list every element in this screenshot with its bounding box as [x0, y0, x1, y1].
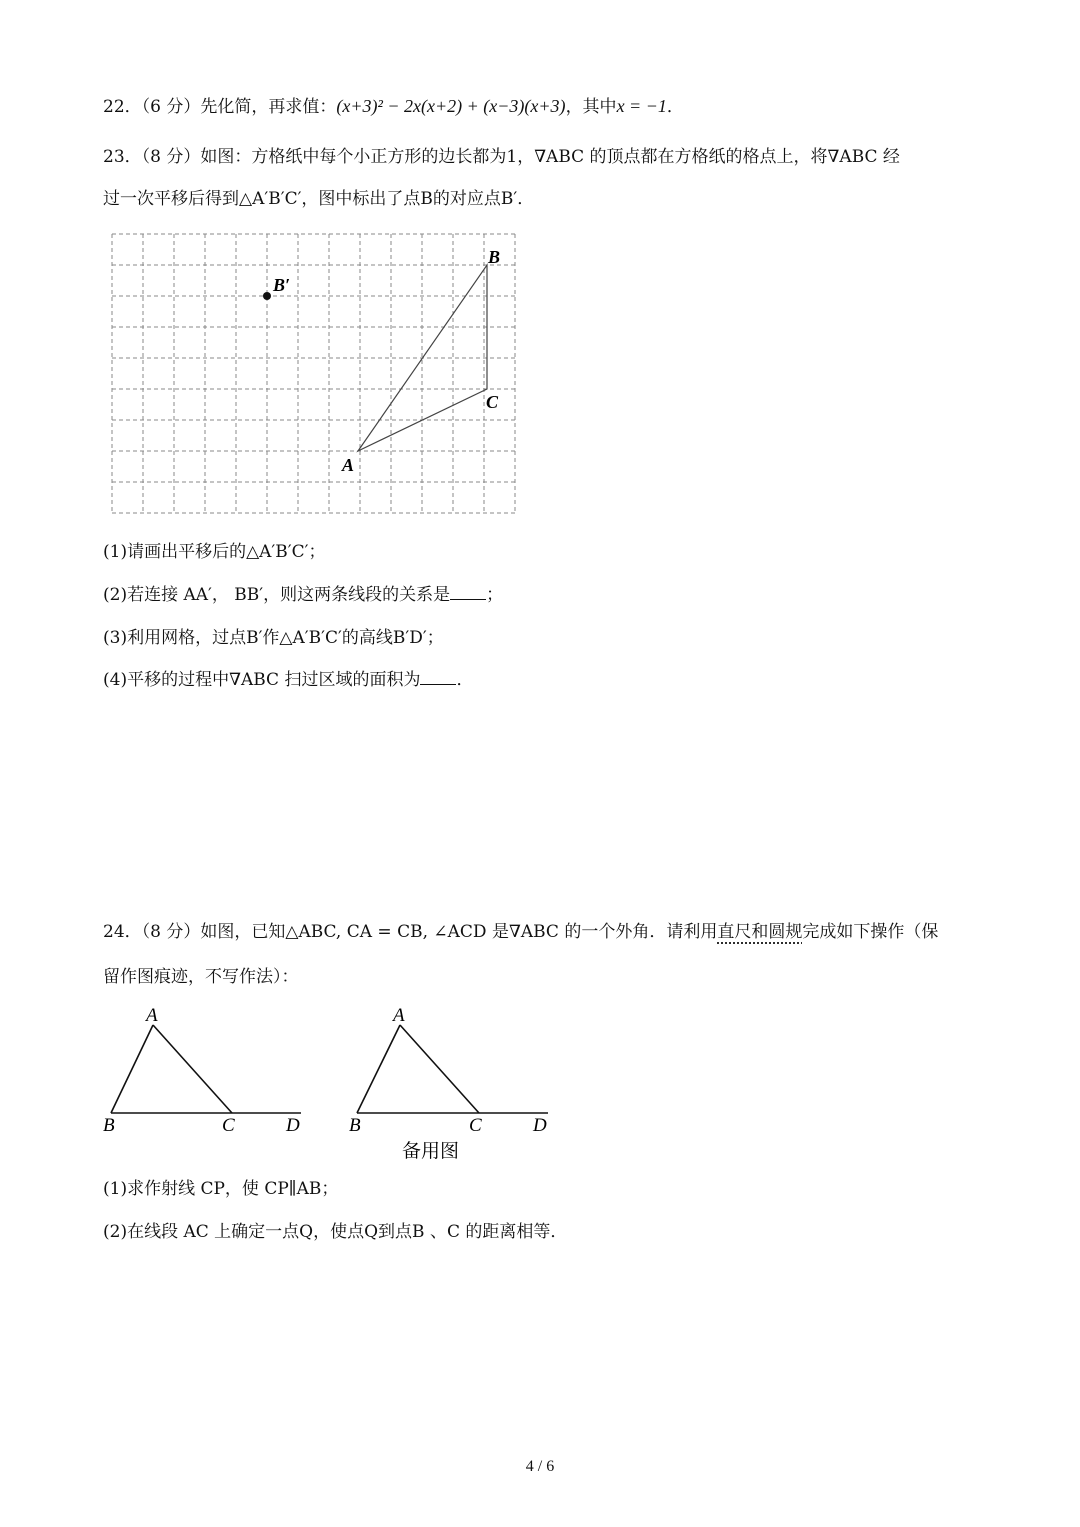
q22-condition-lead: ，其中	[565, 97, 617, 117]
q22-score: （6 分）	[141, 97, 201, 117]
fig2-label-d: D	[533, 1115, 547, 1136]
q23-part3: (3)利用网格，过点B′作△A′B′C′的高线B′D′；	[103, 628, 444, 648]
label-a: A	[342, 455, 355, 475]
label-c: C	[486, 392, 499, 412]
q23-part2-end: ；	[486, 585, 504, 605]
q24-text-a: 如图，已知△ABC, CA = CB, ∠ACD 是∇ABC 的一个外角．请利用	[200, 922, 718, 942]
q24-text-b: 完成如下操作（保	[802, 922, 939, 942]
q23-text-line1: 如图：方格纸中每个小正方形的边长都为1，∇ABC 的顶点都在方格纸的格点上，将∇ABC 经	[200, 147, 900, 167]
q24-number: 24．	[103, 922, 142, 942]
q24-score: （8 分）	[141, 922, 201, 942]
q23-line2: 过一次平移后得到△A′B′C′，图中标出了点B的对应点B′．	[103, 189, 535, 209]
label-b-prime: B′	[273, 275, 291, 295]
q23-part2-blank[interactable]	[450, 583, 486, 600]
q24-part2: (2)在线段 AC 上确定一点Q，使点Q到点B 、C 的距离相等．	[103, 1222, 568, 1242]
fig2-label-b: B	[349, 1115, 361, 1136]
q23-part4-text: (4)平移的过程中∇ABC 扫过区域的面积为	[103, 670, 421, 690]
q22-prompt: 先化简，再求值：	[200, 97, 337, 117]
grid	[112, 234, 515, 514]
fig1-label-c: C	[222, 1115, 235, 1136]
q23-part2	[103, 583, 503, 607]
q24-line1	[103, 920, 938, 944]
q22-end: ．	[666, 97, 684, 117]
fig1-label-d: D	[286, 1115, 300, 1136]
fig1-label-a: A	[146, 1005, 158, 1026]
q22-condition: x = −1	[616, 96, 667, 116]
q23-part4-blank[interactable]	[420, 668, 456, 685]
q23-part1: (1)请画出平移后的△A′B′C′；	[103, 542, 326, 562]
fig2-caption: 备用图	[402, 1140, 460, 1162]
fig1-label-b: B	[103, 1115, 115, 1136]
q23-number: 23．	[103, 147, 142, 167]
q22-expression: (x+3)² − 2x(x+2) + (x−3)(x+3)	[336, 96, 566, 116]
q24-line2: 留作图痕迹，不写作法）：	[103, 967, 299, 987]
q23-score: （8 分）	[141, 147, 201, 167]
fig2-label-c: C	[469, 1115, 482, 1136]
point-b-prime	[263, 292, 271, 300]
label-b: B	[488, 247, 501, 267]
fig2-label-a: A	[393, 1005, 405, 1026]
q24-emphasis	[717, 922, 802, 942]
q23-part4	[103, 668, 473, 692]
q24-emphasis-text: 直尺和圆规	[717, 922, 803, 942]
page-number: 4 / 6	[525, 1458, 555, 1475]
q22-number: 22．	[103, 97, 142, 117]
q24-part1: (1)求作射线 CP，使 CP∥AB；	[103, 1179, 339, 1199]
q23-part2-text: (2)若连接 AA′， BB′，则这两条线段的关系是	[103, 585, 451, 605]
q23-part4-end: ．	[456, 670, 474, 690]
